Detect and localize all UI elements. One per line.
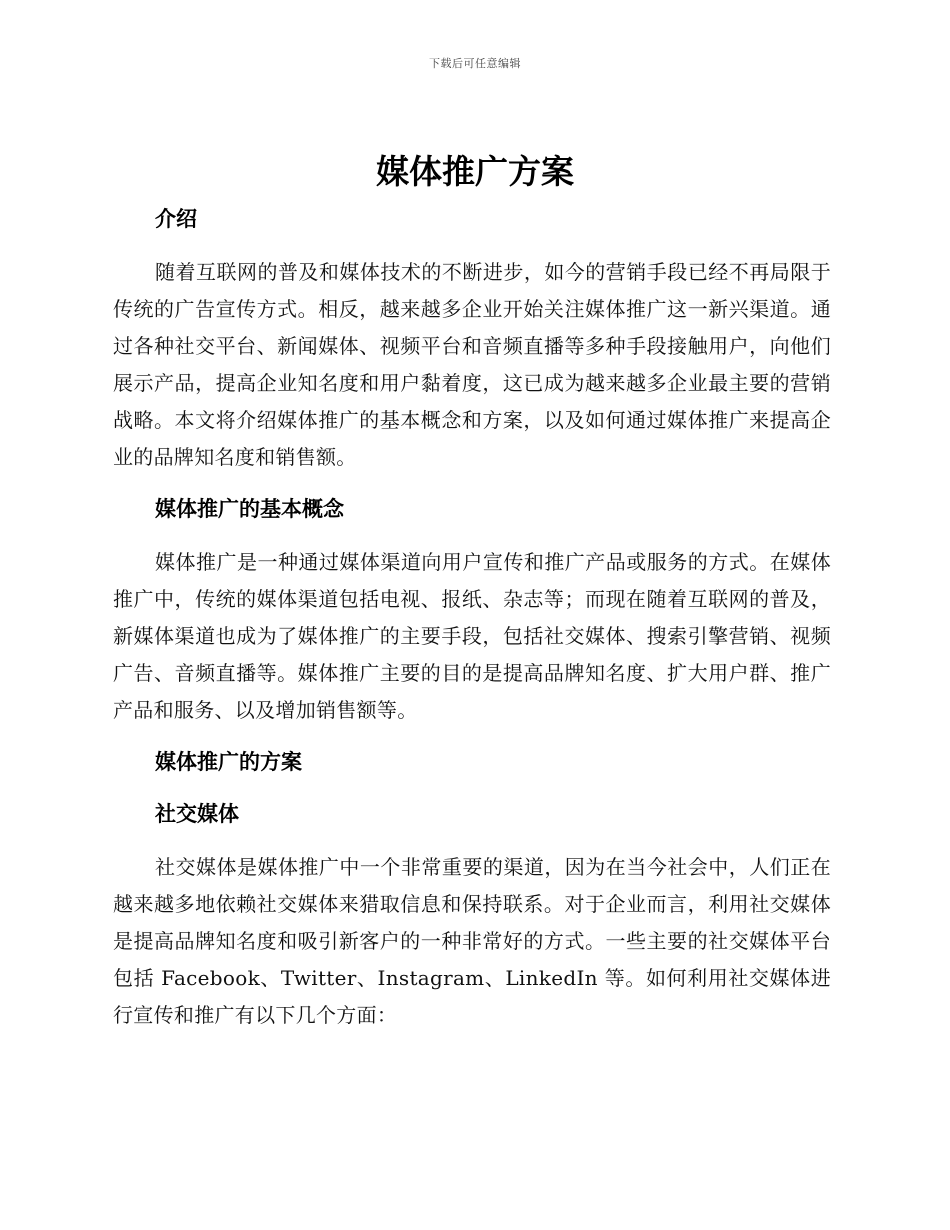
paragraph-intro: 随着互联网的普及和媒体技术的不断进步，如今的营销手段已经不再局限于传统的广告宣传方式。相反，越来越多企业开始关注媒体推广这一新兴渠道。通过各种社交平台、新闻媒体、视频平台和音频直播等多种手段接触用户，向他们展示产品，提高企业知名度和用户黏着度，这已成为越来越多企业最主要的营销战略。本文将介绍媒体推广的基本概念和方案，以及如何通过媒体推广来提高企业的品牌知名度和销售额。 <box>113 260 831 469</box>
paragraph-social-media: 社交媒体是媒体推广中一个非常重要的渠道，因为在当今社会中，人们正在越来越多地依赖社交媒体来猎取信息和保持联系。对于企业而言，利用社交媒体是提高品牌知名度和吸引新客户的一种非常好的方式。一些主要的社交媒体平台包括 Facebook、Twitter、Instagram、LinkedIn 等。如何利用社交媒体进行宣传和推广有以下几个方面： <box>113 855 831 1027</box>
document-body <box>113 202 831 1034</box>
document-title: 媒体推广方案 <box>376 152 574 191</box>
section-heading-plan: 媒体推广的方案 <box>155 750 302 774</box>
section-heading-basic-concept: 媒体推广的基本概念 <box>155 497 344 521</box>
page-header-note: 下载后可任意编辑 <box>429 57 521 70</box>
section-heading-intro: 介绍 <box>155 207 197 231</box>
paragraph-basic-concept: 媒体推广是一种通过媒体渠道向用户宣传和推广产品或服务的方式。在媒体推广中，传统的媒体渠道包括电视、报纸、杂志等；而现在随着互联网的普及，新媒体渠道也成为了媒体推广的主要手段，包括社交媒体、搜索引擎营销、视频广告、音频直播等。媒体推广主要的目的是提高品牌知名度、扩大用户群、推广产品和服务、以及增加销售额等。 <box>113 550 831 722</box>
section-heading-social-media: 社交媒体 <box>155 802 239 826</box>
